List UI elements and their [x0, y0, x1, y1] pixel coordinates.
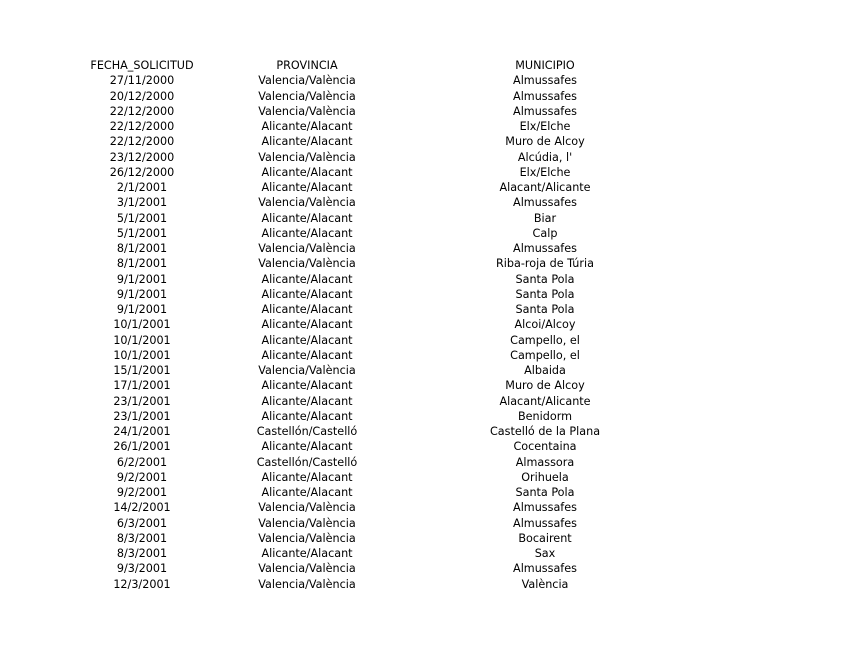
cell-provincia: Alicante/Alacant	[261, 226, 353, 240]
table-row	[0, 241, 848, 256]
cell-municipio: Alcúdia, l'	[517, 150, 573, 164]
cell-provincia: Valencia/València	[258, 104, 356, 118]
cell-fecha-solicitud: 26/1/2001	[113, 440, 171, 454]
cell-municipio: Calp	[532, 226, 558, 240]
cell-provincia: Alicante/Alacant	[261, 333, 353, 347]
cell-provincia: Valencia/València	[258, 562, 356, 576]
cell-fecha-solicitud: 9/1/2001	[116, 272, 168, 286]
cell-fecha-solicitud: 9/2/2001	[116, 470, 168, 484]
cell-provincia: Alicante/Alacant	[261, 409, 353, 423]
cell-fecha-solicitud: 9/3/2001	[116, 562, 168, 576]
cell-municipio: Almussafes	[513, 516, 577, 530]
cell-municipio: Campello, el	[510, 348, 580, 362]
table-row	[0, 73, 848, 88]
cell-municipio: Benidorm	[517, 409, 573, 423]
cell-fecha-solicitud: 10/1/2001	[113, 333, 171, 347]
cell-fecha-solicitud: 8/1/2001	[116, 257, 168, 271]
cell-fecha-solicitud: 9/1/2001	[116, 287, 168, 301]
cell-municipio: Almussafes	[513, 501, 577, 515]
cell-municipio: Biar	[533, 211, 557, 225]
cell-municipio: Elx/Elche	[519, 165, 571, 179]
table-header-row	[0, 58, 848, 73]
cell-municipio: Alcoi/Alcoy	[514, 318, 576, 332]
cell-municipio: Almussafes	[513, 196, 577, 210]
cell-municipio: Albaida	[524, 364, 566, 377]
cell-provincia: Alicante/Alacant	[261, 211, 353, 225]
cell-provincia: Castellón/Castelló	[256, 425, 358, 438]
table-row	[0, 287, 848, 302]
cell-provincia: Alicante/Alacant	[261, 394, 353, 408]
cell-municipio: València	[521, 577, 569, 591]
cell-fecha-solicitud: 20/12/2000	[109, 89, 175, 103]
data-table	[0, 58, 848, 592]
cell-provincia: Valencia/València	[258, 89, 356, 103]
cell-fecha-solicitud: 5/1/2001	[116, 211, 168, 225]
cell-fecha-solicitud: 2/1/2001	[116, 181, 168, 194]
table-row	[0, 455, 848, 470]
cell-provincia: Valencia/València	[258, 74, 356, 88]
table-row	[0, 226, 848, 241]
cell-municipio: Campello, el	[510, 333, 580, 347]
table-row	[0, 531, 848, 546]
column-header-provincia: PROVINCIA	[276, 59, 338, 72]
table-row	[0, 180, 848, 195]
cell-provincia: Alicante/Alacant	[261, 135, 353, 149]
table-row	[0, 394, 848, 409]
table-row	[0, 378, 848, 393]
table-row	[0, 302, 848, 317]
table-row	[0, 439, 848, 454]
cell-provincia: Alicante/Alacant	[261, 181, 353, 194]
cell-provincia: Alicante/Alacant	[261, 318, 353, 332]
cell-fecha-solicitud: 23/12/2000	[109, 150, 175, 164]
cell-municipio: Almussafes	[513, 74, 577, 88]
cell-municipio: Elx/Elche	[519, 120, 571, 133]
cell-municipio: Muro de Alcoy	[505, 135, 585, 149]
cell-municipio: Almassora	[515, 455, 575, 469]
cell-fecha-solicitud: 8/1/2001	[116, 242, 168, 255]
cell-fecha-solicitud: 6/3/2001	[116, 516, 168, 530]
cell-municipio: Castelló de la Plana	[489, 425, 601, 438]
cell-fecha-solicitud: 22/12/2000	[109, 120, 175, 133]
cell-fecha-solicitud: 17/1/2001	[113, 379, 171, 393]
cell-fecha-solicitud: 27/11/2000	[109, 74, 175, 88]
cell-provincia: Valencia/València	[258, 501, 356, 515]
cell-municipio: Riba-roja de Túria	[496, 257, 594, 271]
cell-municipio: Muro de Alcoy	[505, 379, 585, 393]
cell-provincia: Alicante/Alacant	[261, 379, 353, 393]
cell-municipio: Alacant/Alicante	[499, 394, 591, 408]
column-header-municipio: MUNICIPIO	[515, 59, 575, 72]
table-row	[0, 272, 848, 287]
table-row	[0, 134, 848, 149]
cell-provincia: Alicante/Alacant	[261, 272, 353, 286]
table-body	[0, 73, 848, 592]
cell-fecha-solicitud: 6/2/2001	[116, 455, 168, 469]
cell-provincia: Valencia/València	[258, 257, 356, 271]
cell-provincia: Alicante/Alacant	[261, 165, 353, 179]
cell-municipio: Orihuela	[521, 470, 569, 484]
cell-provincia: Alicante/Alacant	[261, 120, 353, 133]
cell-provincia: Valencia/València	[258, 150, 356, 164]
cell-fecha-solicitud: 3/1/2001	[116, 196, 168, 210]
cell-fecha-solicitud: 15/1/2001	[113, 364, 171, 377]
cell-provincia: Valencia/València	[258, 531, 356, 545]
cell-municipio: Santa Pola	[515, 287, 575, 301]
cell-municipio: Almussafes	[513, 104, 577, 118]
cell-provincia: Valencia/València	[258, 364, 356, 377]
table-row	[0, 165, 848, 180]
cell-provincia: Alicante/Alacant	[261, 486, 353, 499]
cell-fecha-solicitud: 26/12/2000	[109, 165, 175, 179]
cell-provincia: Alicante/Alacant	[261, 287, 353, 301]
cell-fecha-solicitud: 10/1/2001	[113, 348, 171, 362]
table-row	[0, 348, 848, 363]
cell-fecha-solicitud: 8/3/2001	[116, 531, 168, 545]
cell-provincia: Alicante/Alacant	[261, 303, 353, 316]
cell-municipio: Almussafes	[513, 242, 577, 255]
cell-fecha-solicitud: 23/1/2001	[113, 409, 171, 423]
cell-fecha-solicitud: 24/1/2001	[113, 425, 171, 438]
table-row	[0, 500, 848, 515]
cell-fecha-solicitud: 22/12/2000	[109, 135, 175, 149]
table-row	[0, 195, 848, 210]
table-row	[0, 363, 848, 378]
table-row	[0, 211, 848, 226]
cell-municipio: Almussafes	[513, 562, 577, 576]
cell-provincia: Alicante/Alacant	[261, 348, 353, 362]
table-row	[0, 577, 848, 592]
cell-municipio: Santa Pola	[515, 303, 575, 316]
cell-provincia: Valencia/València	[258, 577, 356, 591]
cell-provincia: Valencia/València	[258, 516, 356, 530]
cell-municipio: Bocairent	[518, 531, 572, 545]
cell-fecha-solicitud: 14/2/2001	[113, 501, 171, 515]
cell-fecha-solicitud: 12/3/2001	[113, 577, 171, 591]
cell-fecha-solicitud: 8/3/2001	[116, 547, 168, 560]
table-row	[0, 546, 848, 561]
cell-municipio: Cocentaina	[513, 440, 577, 454]
cell-provincia: Alicante/Alacant	[261, 470, 353, 484]
table-row	[0, 333, 848, 348]
table-row	[0, 119, 848, 134]
cell-municipio: Santa Pola	[515, 486, 575, 499]
cell-fecha-solicitud: 23/1/2001	[113, 394, 171, 408]
table-row	[0, 485, 848, 500]
table-row	[0, 89, 848, 104]
cell-municipio: Santa Pola	[515, 272, 575, 286]
cell-provincia: Valencia/València	[258, 196, 356, 210]
cell-provincia: Castellón/Castelló	[256, 455, 358, 469]
cell-fecha-solicitud: 10/1/2001	[113, 318, 171, 332]
cell-fecha-solicitud: 9/1/2001	[116, 303, 168, 316]
table-row	[0, 104, 848, 119]
cell-municipio: Almussafes	[513, 89, 577, 103]
column-header-fecha-solicitud: FECHA_SOLICITUD	[90, 59, 194, 72]
cell-fecha-solicitud: 9/2/2001	[116, 486, 168, 499]
table-row	[0, 409, 848, 424]
cell-municipio: Alacant/Alicante	[499, 181, 591, 194]
table-row	[0, 561, 848, 576]
table-row	[0, 424, 848, 439]
cell-municipio: Sax	[534, 547, 556, 560]
table-row	[0, 150, 848, 165]
table-row	[0, 256, 848, 271]
table-row	[0, 470, 848, 485]
cell-provincia: Alicante/Alacant	[261, 440, 353, 454]
table-row	[0, 516, 848, 531]
cell-provincia: Valencia/València	[258, 242, 356, 255]
table-row	[0, 317, 848, 332]
cell-fecha-solicitud: 22/12/2000	[109, 104, 175, 118]
cell-provincia: Alicante/Alacant	[261, 547, 353, 560]
cell-fecha-solicitud: 5/1/2001	[116, 226, 168, 240]
